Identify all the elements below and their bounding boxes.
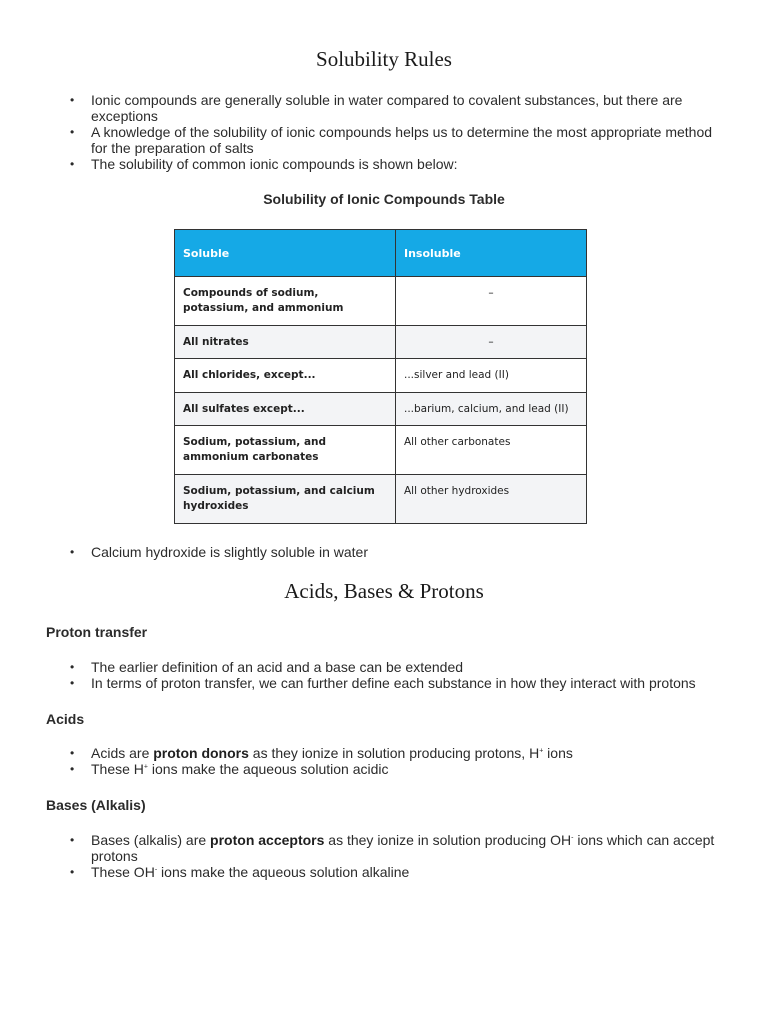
table-row [175,426,587,475]
proton-transfer-heading: Proton transfer [46,624,148,640]
acids-bullet-1 [70,745,720,761]
bases-bullet-2 [70,864,720,880]
text-run: ions which can accept protons [91,832,715,864]
intro-bullet-1: • Ionic compounds are generally soluble in water compared to covalent substances, but there are exceptions [70,92,720,124]
solubility-table [174,229,587,524]
header-insoluble: Insoluble [396,230,587,277]
text-run: ions make the aqueous solution acidic [148,761,389,777]
calcium-hydroxide-bullet: • Calcium hydroxide is slightly soluble in water [70,544,720,560]
soluble-cell: All chlorides, except... [175,359,396,393]
acids-bases-title: Acids, Bases & Protons [284,579,484,603]
soluble-cell: Sodium, potassium, and calcium hydroxides [175,475,396,524]
soluble-cell: Sodium, potassium, and ammonium carbonates [175,426,396,475]
intro-bullet-list [70,92,720,172]
bases-bullet-1 [70,832,720,864]
insoluble-cell: – [396,326,587,359]
insoluble-cell: ...barium, calcium, and lead (II) [396,393,587,426]
bases-list [70,832,720,880]
proton-bullet-2: • In terms of proton transfer, we can further define each substance in how they interact with protons [70,675,720,691]
proton-acceptors-bold: proton acceptors [210,832,325,848]
insoluble-cell: ...silver and lead (II) [396,359,587,393]
soluble-cell: All sulfates except... [175,393,396,426]
proton-transfer-list [70,659,720,691]
solubility-rules-title: Solubility Rules [316,47,452,71]
soluble-cell: All nitrates [175,326,396,359]
acids-heading: Acids [46,711,85,727]
text-run: as they ionize in solution producing protons, H [248,745,540,761]
superscript-plus: + [539,747,544,755]
proton-donors-bold: proton donors [153,745,249,761]
soluble-cell: Compounds of sodium, potassium, and ammonium [175,277,396,326]
table-caption: Solubility of Ionic Compounds Table [263,191,505,207]
superscript-minus: - [571,834,574,842]
intro-bullet-3: • The solubility of common ionic compounds is shown below: [70,156,720,172]
acids-bullet-2 [70,761,720,777]
table-row [175,277,587,326]
table-row [175,359,587,393]
text-run: These H [91,761,144,777]
insoluble-cell: – [396,277,587,326]
text-run: Bases (alkalis) are [91,832,211,848]
text-run: as they ionize in solution producing OH [324,832,572,848]
acids-list [70,745,720,777]
text-run: ions [543,745,573,761]
intro-bullet-2: • A knowledge of the solubility of ionic compounds helps us to determine the most appropriate method for the preparation of salts [70,124,720,156]
post-table-bullet-list [70,544,720,560]
table-row [175,326,587,359]
bases-heading: Bases (Alkalis) [46,797,146,813]
text-run: Acids are [91,745,154,761]
table-row [175,475,587,524]
insoluble-cell: All other carbonates [396,426,587,475]
table-header-row [175,230,587,277]
superscript-plus: + [143,763,149,771]
proton-bullet-1: • The earlier definition of an acid and a base can be extended [70,659,720,675]
header-soluble: Soluble [175,230,396,277]
insoluble-cell: All other hydroxides [396,475,587,524]
text-run: These OH [91,864,155,880]
superscript-minus: - [154,866,158,874]
table-row [175,393,587,426]
text-run: ions make the aqueous solution alkaline [157,864,410,880]
